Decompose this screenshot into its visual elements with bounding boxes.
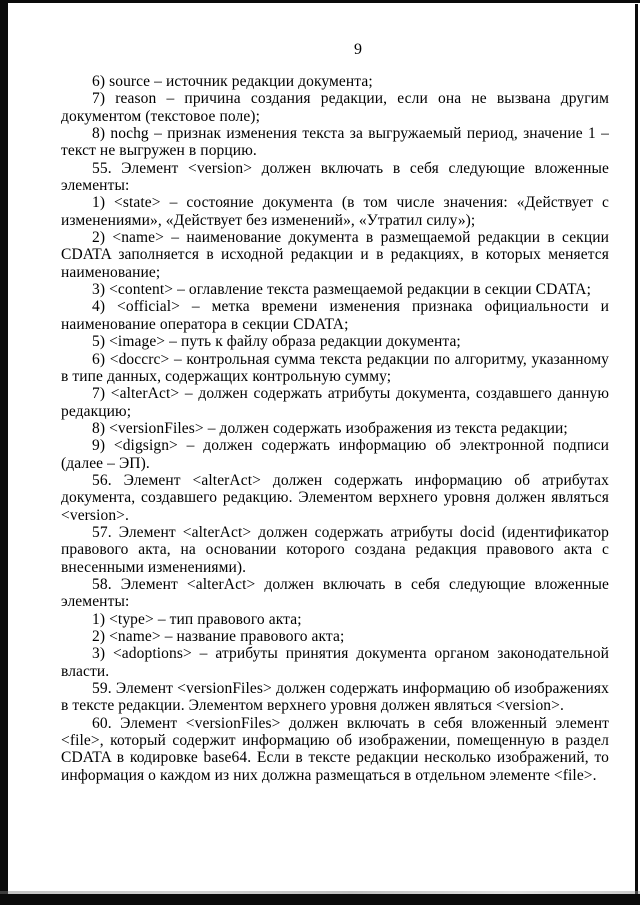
scan-border-right (635, 4, 638, 894)
paragraph: 4) <official> – метка времени изменения признака официальности и наименование оператора в секции CDATA; (61, 298, 609, 333)
scan-border-top (0, 0, 640, 3)
paragraph: 6) source – источник редакции документа; (92, 73, 373, 90)
paragraph: 55. Элемент <version> должен включать в себя следующие вложенные элементы: (61, 159, 609, 195)
paragraph: 59. Элемент <versionFiles> должен содержать информацию об изображениях в тексте редакции. Элементом верхнего уровня должен являться <version>. (61, 680, 609, 715)
paragraph: 3) <adoptions> – атрибуты принятия документа органом законодательной власти. (61, 645, 609, 680)
document-body (61, 73, 609, 784)
paragraph: 3) <content> – оглавление текста размещаемой редакции в секции CDATA; (92, 281, 591, 299)
paragraph: 6) <doccrc> – контрольная сумма текста редакции по алгоритму, указанному в типе данных, содержащих контрольную сумму; (61, 350, 609, 385)
paragraph: 8) <versionFiles> – должен содержать изображения из текста редакции; (92, 419, 568, 437)
scan-border-left (0, 2, 8, 905)
paragraph: 58. Элемент <alterAct> должен включать в себя следующие вложенные элементы: (61, 575, 609, 611)
page-number: 9 (354, 41, 362, 58)
paragraph: 5) <image> – путь к файлу образа редакции документа; (92, 333, 461, 351)
paragraph: 57. Элемент <alterAct> должен содержать атрибуты docid (идентификатор правового акта, на основании которого создана редакция правового акта с внесенными изменениями). (61, 523, 609, 576)
paragraph: 7) <alterAct> – должен содержать атрибуты документа, создавшего данную редакцию; (61, 385, 609, 420)
paragraph: 1) <state> – состояние документа (в том числе значения: «Действует с изменениями», «Действует без изменений», «Утратил силу»); (61, 194, 609, 229)
paragraph: 7) reason – причина создания редакции, если она не вызвана другим документом (текстовое поле); (61, 90, 609, 125)
paragraph: 9) <digsign> – должен содержать информацию об электронной подписи (далее – ЭП). (61, 437, 609, 472)
paragraph: 1) <type> – тип правового акта; (92, 610, 302, 628)
paragraph: 2) <name> – название правового акта; (92, 628, 345, 645)
paragraph: 56. Элемент <alterAct> должен содержать информацию об атрибутах документа, создавшего редакцию. Элементом верхнего уровня должен являться <version>. (61, 471, 609, 524)
paragraph: 2) <name> – наименование документа в размещаемой редакции в секции CDATA заполняется в исходной редакции и в редакциях, в которых меняется наименование; (61, 229, 609, 281)
paragraph: 60. Элемент <versionFiles> должен включать в себя вложенный элемент <file>, который содержит информацию об изображении, помещенную в раздел CDATA в кодировке base64. Если в тексте редакции несколько изображений, то информация о каждом из них должна размещаться в отдельном элементе <file>. (61, 714, 609, 784)
paragraph: 8) nochg – признак изменения текста за выгружаемый период, значение 1 – текст не выгружен в порцию. (61, 125, 609, 160)
scan-border-bottom (0, 894, 640, 905)
